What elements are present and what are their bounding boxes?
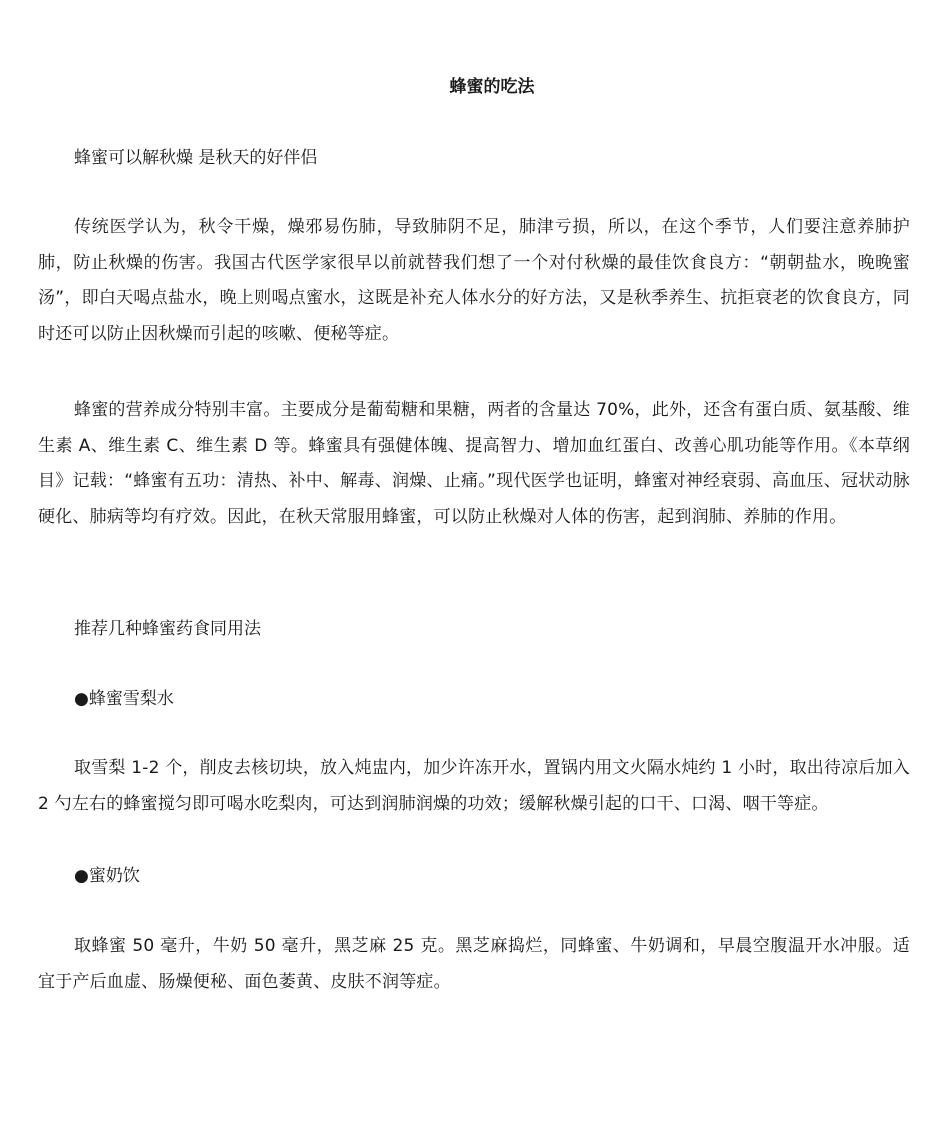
section-heading-recipes: 推荐几种蜂蜜药食同用法: [74, 619, 261, 639]
recipe-text-honey-milk: 取蜂蜜 50 毫升，牛奶 50 毫升，黑芝麻 25 克。黑芝麻捣烂，同蜂蜜、牛奶调和，早晨空腹温开水冲服。适宜于产后血虚、肠燥便秘、面色萎黄、皮肤不润等症。: [38, 936, 910, 992]
document-subtitle: 蜂蜜可以解秋燥 是秋天的好伴侣: [74, 148, 318, 168]
paragraph-traditional-medicine: 传统医学认为，秋令干燥，燥邪易伤肺，导致肺阴不足，肺津亏损，所以，在这个季节，人们要注意养肺护肺，防止秋燥的伤害。我国古代医学家很早以前就替我们想了一个对付秋燥的最佳饮食良方：“朝朝盐水，晚晚蜜汤”，即白天喝点盐水，晚上则喝点蜜水，这既是补充人体水分的好方法，又是秋季养生、抗拒衰老的饮食良方，同时还可以防止因秋燥而引起的咳嗽、便秘等症。: [38, 217, 910, 344]
recipe-title-pear-water: ●蜂蜜雪梨水: [74, 689, 174, 709]
recipe-text-pear-water: 取雪梨 1-2 个，削皮去核切块，放入炖盅内，加少许冻开水，置锅内用文火隔水炖约 1 小时，取出待凉后加入 2 勺左右的蜂蜜搅匀即可喝水吃梨肉，可达到润肺润燥的功效；缓解秋燥引起的口干、口渴、咽干等症。: [38, 758, 910, 814]
document-title: 蜂蜜的吃法: [449, 77, 535, 97]
recipe-title-honey-milk: ●蜜奶饮: [74, 866, 140, 886]
paragraph-nutrition: 蜂蜜的营养成分特别丰富。主要成分是葡萄糖和果糖，两者的含量达 70%，此外，还含有蛋白质、氨基酸、维生素 A、维生素 C、维生素 D 等。蜂蜜具有强健体魄、提高智力、增加血红蛋白、改善心肌功能等作用。《本草纲目》记载：“蜂蜜有五功：清热、补中、解毒、润燥、止痛。”现代医学也证明，蜂蜜对神经衰弱、高血压、冠状动脉硬化、肺病等均有疗效。因此，在秋天常服用蜂蜜，可以防止秋燥对人体的伤害，起到润肺、养肺的作用。: [38, 400, 910, 527]
